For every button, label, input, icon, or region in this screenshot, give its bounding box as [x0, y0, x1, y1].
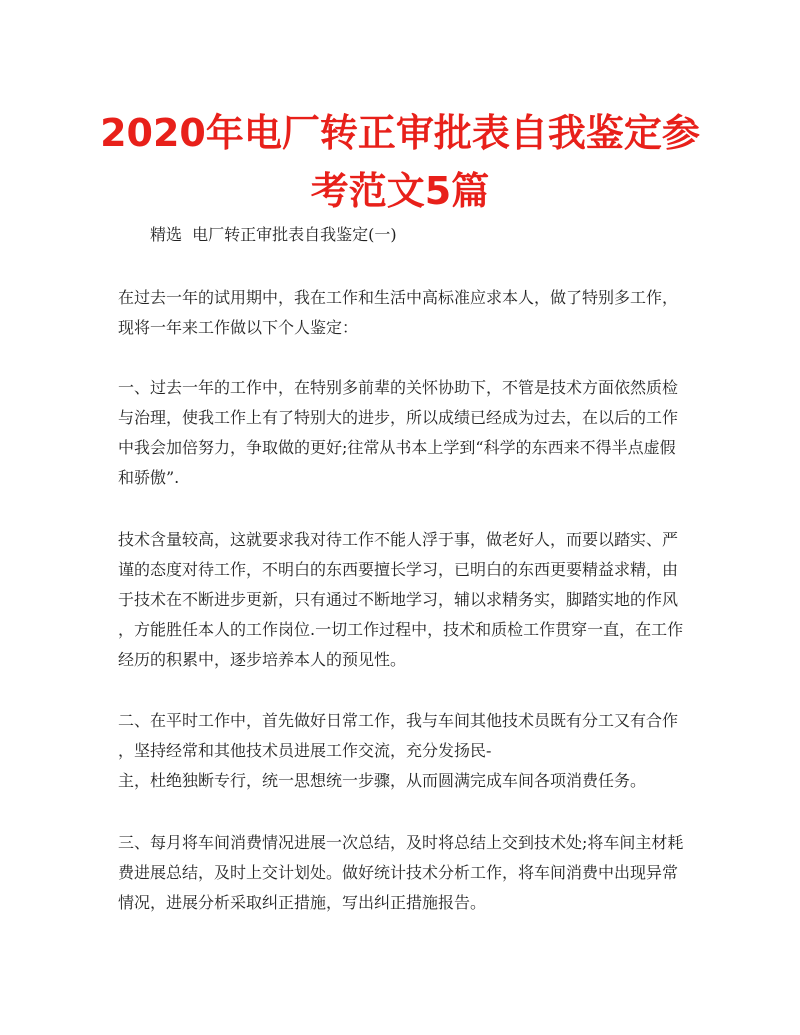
paragraph-line: 三、每月将车间消费情况进展一次总结，及时将总结上交到技术处;将车间主材耗: [118, 833, 684, 852]
paragraph-5: [118, 828, 688, 918]
paragraph-3: [118, 525, 688, 675]
paragraph-line: ，坚持经常和其他技术员进展工作交流，充分发扬民-: [118, 741, 492, 760]
paragraph-line: 与治理，使我工作上有了特别大的进步，所以成绩已经成为过去，在以后的工作: [118, 408, 679, 427]
paragraph-line: 谨的态度对待工作，不明白的东西要擅长学习，已明白的东西更要精益求精，由: [118, 560, 679, 579]
paragraph-line: 中我会加倍努力，争取做的更好;往常从书本上学到“科学的东西来不得半点虚假: [118, 438, 676, 457]
paragraph-line: 主，杜绝独断专行，统一思想统一步骤，从而圆满完成车间各项消费任务。: [118, 771, 647, 790]
paragraph-line: 现将一年来工作做以下个人鉴定：: [118, 318, 359, 337]
document-title: 2020年电厂转正审批表自我鉴定参考范文5篇: [100, 111, 700, 213]
document-subtitle: 精选 电厂转正审批表自我鉴定(一): [150, 225, 397, 244]
paragraph-line: 于技术在不断进步更新，只有通过不断地学习，辅以求精务实，脚踏实地的作风: [118, 590, 679, 609]
paragraph-line: 情况，进展分析采取纠正措施，写出纠正措施报告。: [118, 893, 487, 912]
paragraph-line: 技术含量较高，这就要求我对待工作不能人浮于事，做老好人，而要以踏实、严: [118, 530, 679, 549]
paragraph-line: 在过去一年的试用期中，我在工作和生活中高标准应求本人，做了特别多工作，: [118, 288, 679, 307]
paragraph-line: 二、在平时工作中，首先做好日常工作，我与车间其他技术员既有分工又有合作: [118, 711, 679, 730]
paragraph-line: ，方能胜任本人的工作岗位.一切工作过程中，技术和质检工作贯穿一直，在工作: [118, 620, 684, 639]
paragraph-line: 经历的积累中，逐步培养本人的预见性。: [118, 650, 407, 669]
paragraph-line: 和骄傲”.: [118, 468, 180, 487]
paragraph-2: [118, 373, 688, 493]
paragraph-line: 费进展总结，及时上交计划处。做好统计技术分析工作，将车间消费中出现异常: [118, 863, 679, 882]
paragraph-4: [118, 706, 688, 796]
paragraph-line: 一、过去一年的工作中，在特别多前辈的关怀协助下，不管是技术方面依然质检: [118, 378, 679, 397]
paragraph-1: [118, 283, 688, 343]
